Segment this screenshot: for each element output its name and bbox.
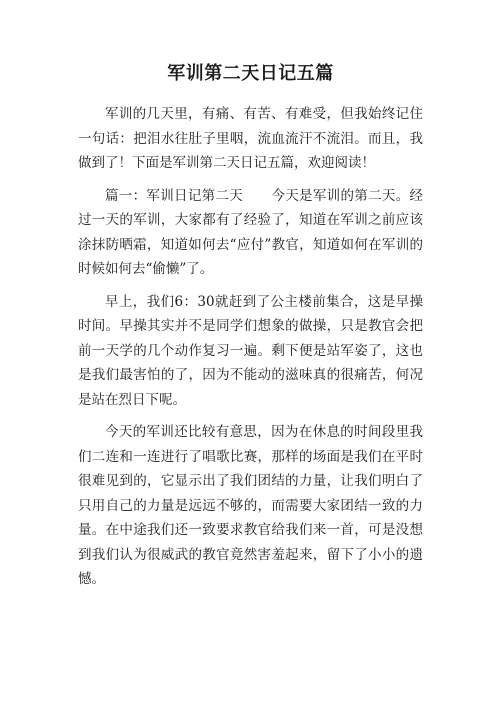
paragraph-intro: 军训的几天里，有痛、有苦、有难受，但我始终记住一句话：把泪水往肚子里咽，流血流汗不流泪。而且，我做到了！下面是军训第二天日记五篇，欢迎阅读！ — [78, 106, 423, 171]
paragraph-singing: 今天的军训还比较有意思，因为在休息的时间段里我们二连和一连进行了唱歌比赛，那样的场面是我们在平时很难见到的，它显示出了我们团结的力量，让我们明白了只用自己的力量是远远不够的，而需要大家团结一致的力量。在中途我们还一致要求教官给我们来一首，可是没想到我们认为很威武的教官竟然害羞起来，留下了小小的遗憾。 — [78, 424, 423, 587]
paragraph-morning: 早上，我们6：30就赶到了公主楼前集合，这是早操时间。早操其实并不是同学们想象的做操，只是教官会把前一天学的几个动作复习一遍。剩下便是站军姿了，这也是我们最害怕的了，因为不能动的滋味真的很痛苦，何况是站在烈日下呢。 — [78, 293, 423, 408]
document-title: 军训第二天日记五篇 — [167, 63, 334, 84]
section-heading: 篇一：军训日记第二天 — [105, 187, 244, 204]
section-1-text: 今天是军训的第二天。经过一天的军训，大家都有了经验了，知道在军训之前应该涂抹防晒霜，知道如何去“应付”教官，知道如何在军训的时候如何去“偷懒”了。 — [78, 187, 424, 277]
paragraph-section-1 — [78, 184, 423, 282]
